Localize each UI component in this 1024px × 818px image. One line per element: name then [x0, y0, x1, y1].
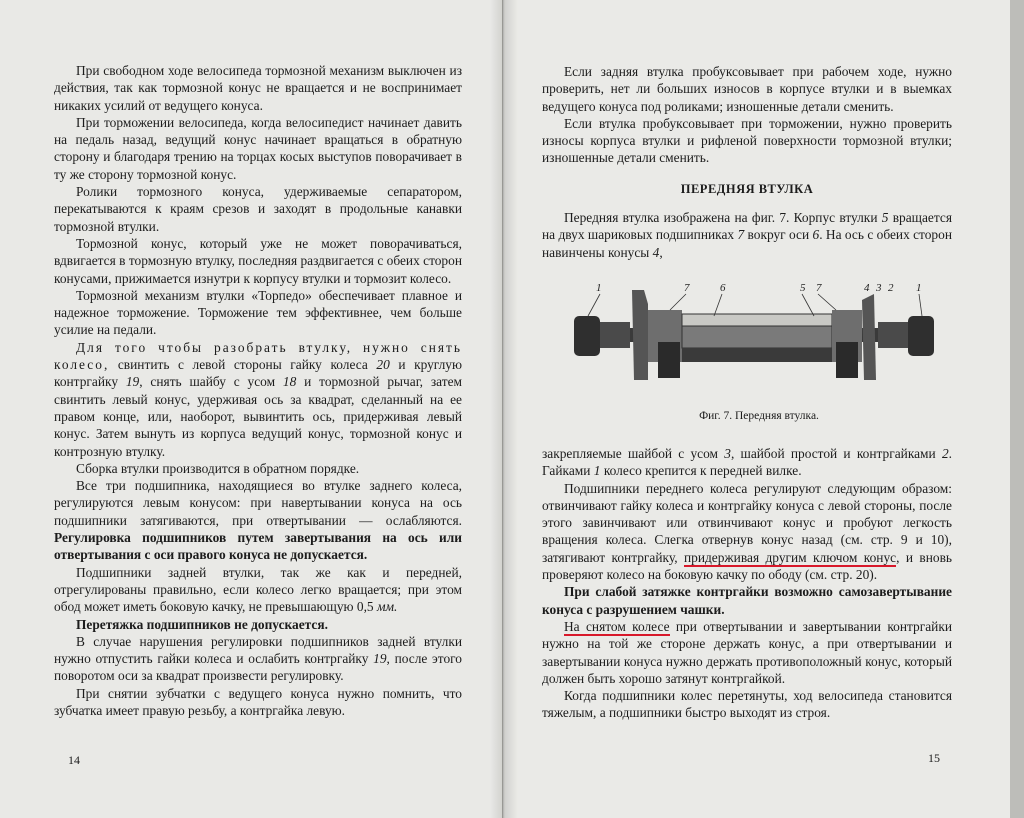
red-underline-annotation: На снятом колесе: [564, 618, 670, 634]
leader: [919, 294, 922, 316]
right-text-column-top: [542, 63, 952, 261]
nut-left: [574, 316, 600, 356]
figure-label: 6: [720, 282, 726, 294]
figure-label: 4: [864, 282, 870, 294]
figure-label: 2: [888, 282, 894, 294]
paragraph: Тормозной конус, который уже не может поворачиваться, вдвигается в тормозную втулку, последняя раздвигается с обеих сторон конусами, прижимается изнутри к корпусу втулки и тормозит колесо.: [54, 235, 462, 286]
paragraph: При свободном ходе велосипеда тормозной механизм выключен из действия, так как тормозной конус не вращается и не воспринимает никаких усилий от ведущего конуса.: [54, 63, 462, 113]
paragraph: Если втулка пробуксовывает при торможении, нужно проверить износы корпуса втулки и рифленой поверхности тормозной втулки; изношенные детали сменить.: [542, 115, 952, 166]
figure-label: 5: [800, 282, 806, 294]
right-page: [504, 0, 1014, 818]
figure-label: 1: [916, 282, 922, 294]
hub-drawing: [574, 290, 934, 380]
adjust-paragraph: Подшипники переднего колеса регулируют следующим образом: отвинчивают гайку колеса и контргайку конуса с левой стороны, после этого завинчивают или отвинчивают конус и пробуют легкость вращения колеса. Слегка отвернув конус назад (см. стр. 9 и 10), затягивают контргайку, придерживая другим ключом конус, и вновь проверяют колесо на боковую качку по ободу (см. стр. 20).: [542, 480, 953, 583]
page-edge: [1010, 0, 1024, 818]
figure-caption: Фиг. 7. Передняя втулка.: [699, 410, 819, 422]
figure-label: 3: [876, 282, 882, 294]
paragraph: Сборка втулки производится в обратном порядке.: [76, 460, 360, 476]
front-hub-intro: Передняя втулка изображена на фиг. 7. Корпус втулки 5 вращается на двух шариковых подшипниках 7 вокруг оси 6. На ось с обеих сторон навинчены конусы 4,: [542, 210, 952, 260]
figure-label: 7: [684, 282, 690, 294]
section-heading: ПЕРЕДНЯЯ ВТУЛКА: [680, 181, 814, 196]
red-underline-annotation: придерживая другим ключом конус: [683, 549, 897, 565]
nut-right: [908, 316, 934, 356]
leader: [714, 294, 722, 316]
bold-rule: Перетяжка подшипников не допускается.: [76, 616, 328, 632]
leader: [588, 294, 600, 316]
paragraph: При снятии зубчатки с ведущего конуса нужно помнить, что зубчатка имеет правую резьбу, а контргайка левую.: [54, 685, 462, 718]
figure-label: 7: [816, 282, 822, 294]
flange-right: [836, 342, 858, 378]
continuation-paragraph: закрепляемые шайбой с усом 3, шайбой простой и контргайками 2. Гайками 1 колесо крепится к передней вилке.: [542, 446, 952, 479]
washer-right: [862, 294, 876, 380]
thread-left: [600, 322, 630, 348]
leader: [802, 294, 814, 316]
spaced-lead: Для того чтобы разобрать втулку, нужно снять колесо,: [54, 339, 462, 373]
page-number: 15: [928, 751, 940, 765]
left-page: [0, 0, 503, 818]
rear-hub-paragraph: Подшипники задней втулки, так же как и передней, отрегулированы правильно, если колесо легко вращается; при этом обод может иметь боковую качку, не превышающую 0,5 мм.: [54, 564, 462, 615]
flange-left: [658, 342, 680, 378]
removed-wheel-paragraph: На снятом колесе при отвертывании и завертывании контргайки нужно на той же стороне держать конус, а при отвертывании и завертывании конуса нужно держать противоположный конус, который должен быть хорошо затянут контргайкой.: [542, 618, 952, 686]
violation-paragraph: В случае нарушения регулировки подшипников задней втулки нужно отпустить гайки колеса и ослабить контргайку 19, после этого поворотом оси за квадрат произвести регулировку.: [54, 633, 462, 684]
paragraph: Когда подшипники колес перетянуты, ход велосипеда становится тяжелым, а подшипники быстро выходят из строя.: [542, 688, 952, 721]
disassembly-paragraph: Для того чтобы разобрать втулку, нужно снять колесо, свинтить с левой стороны гайку колеса 20 и круглую контргайку 19, снять шайбу с усом 18 и тормозной рычаг, затем свинтить левый конус, удерживая ось за квадрат, сделанный на ее правом конце, или, наоборот, вывинтить ось, придерживая левый конус. Затем вынуть из корпуса ведущий конус, тормозной конус и контрозную втулку.: [54, 339, 463, 459]
right-text-column-bottom: [542, 445, 952, 722]
book-gutter: [490, 0, 518, 818]
thread-right: [878, 322, 908, 348]
bold-warning: При слабой затяжке контргайки возможно самозавертывание конуса с разрушением чашки.: [542, 584, 952, 617]
figure-label: 1: [596, 282, 602, 294]
bold-rule: Регулировка подшипников путем завертывания на ось или отвертывания с оси правого конуса не допускается.: [54, 530, 462, 563]
paragraph: Ролики тормозного конуса, удерживаемые сепаратором, перекатываются к краям срезов и заходят в продольные канавки тормозной втулки.: [54, 184, 462, 234]
paragraph: Тормозной механизм втулки «Торпедо» обеспечивает плавное и надежное торможение. Торможение тем эффективнее, чем больше усилие на педали.: [54, 287, 462, 338]
paragraph: Если задняя втулка пробуксовывает при рабочем ходе, нужно проверить, нет ли больших износов в корпусе втулки и в выемках ведущего конуса под роликами; изношенные детали сменить.: [542, 64, 952, 114]
paragraph: При торможении велосипеда, когда велосипедист начинает давить на педаль назад, ведущий конус начинает вращаться в обратную сторону и благодаря трению на торцах косых выступов поворачивает в ту же сторону тормозной конус.: [54, 114, 462, 182]
page-number: 14: [68, 753, 80, 767]
leader: [670, 294, 686, 310]
front-hub-figure: [574, 280, 934, 400]
hub-body: [682, 326, 832, 348]
washer-left: [632, 290, 648, 380]
bearings-paragraph: Все три подшипника, находящиеся во втулке заднего колеса, регулируются левым конусом: при навертывании конуса на ось подшипники затягиваются, при отвертывании — ослабляются. Регулировка подшипников путем завертывания на ось или отвертывания с оси правого конуса не допускается.: [54, 478, 462, 563]
hub-body-bottom: [682, 348, 832, 362]
hub-body-top: [682, 314, 832, 326]
leader: [818, 294, 836, 310]
left-text-column: [54, 62, 462, 719]
